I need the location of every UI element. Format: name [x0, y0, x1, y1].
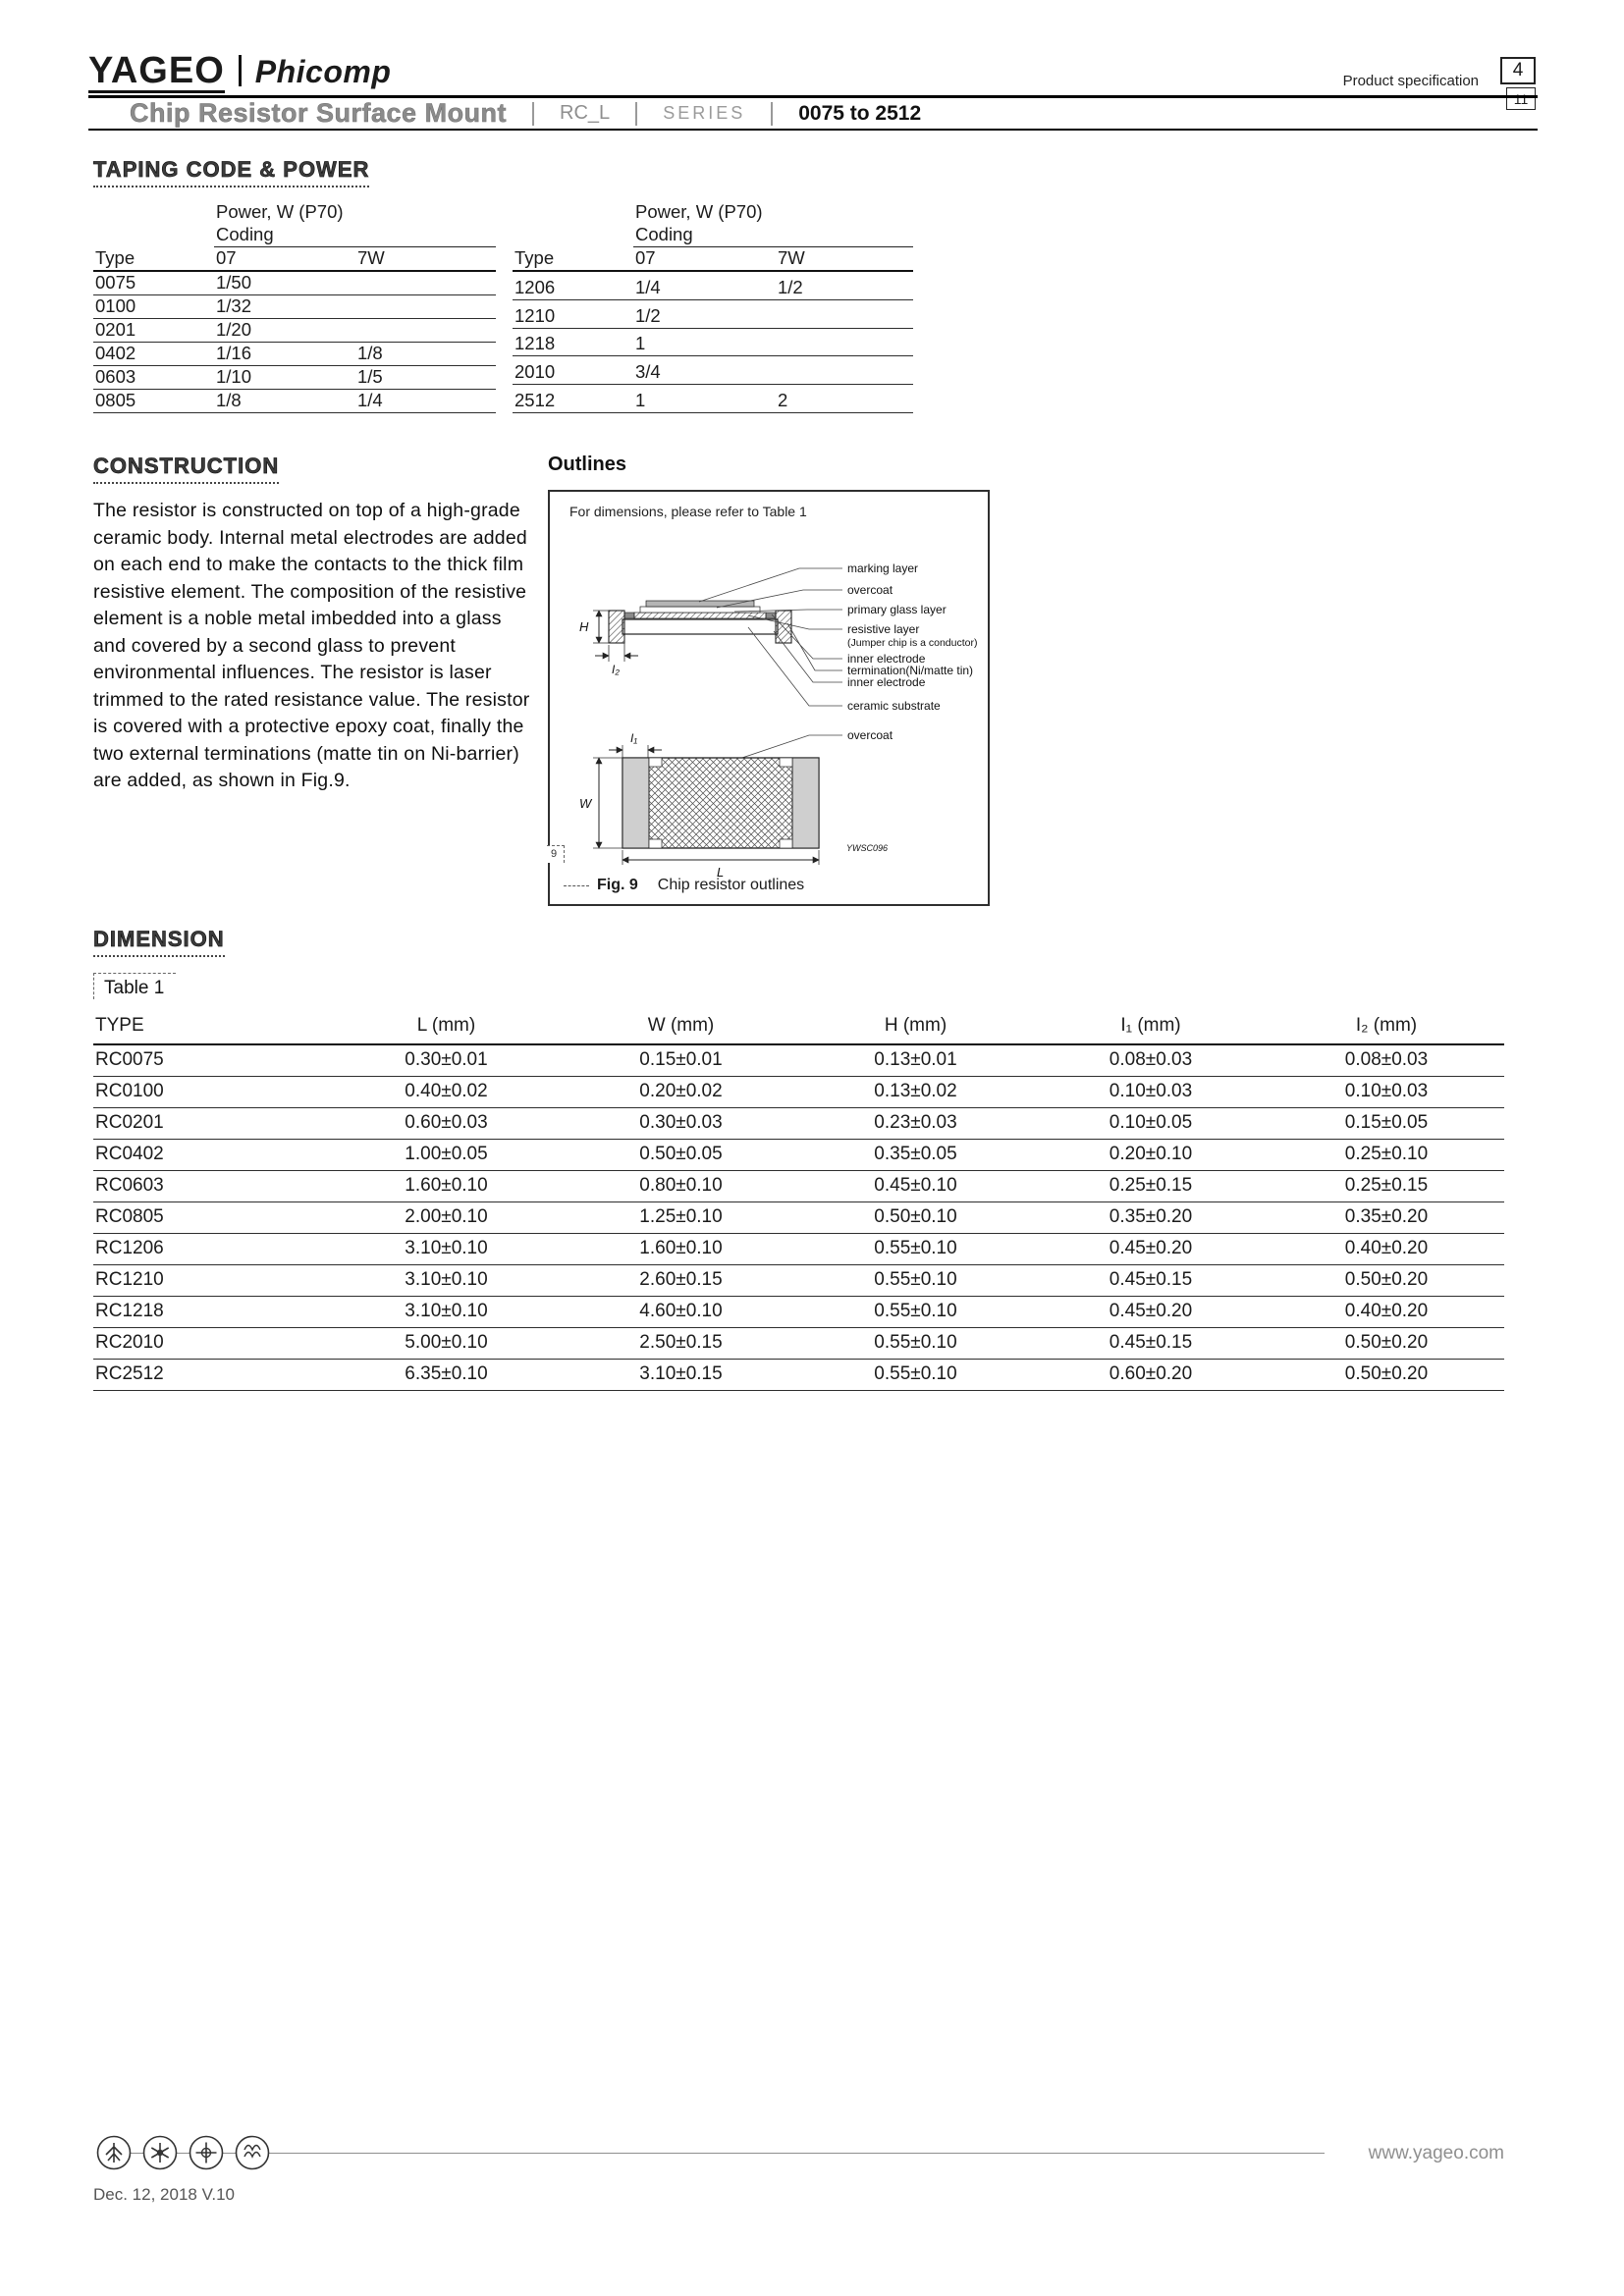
l-cell: 3.10±0.10	[329, 1234, 564, 1265]
col-type: Type	[93, 247, 214, 272]
figure-watermark: YWSC096	[846, 843, 889, 853]
type-cell: 0603	[93, 366, 214, 390]
l-cell: 1.00±0.05	[329, 1140, 564, 1171]
type-cell: RC1218	[93, 1297, 329, 1328]
series-range: 0075 to 2512	[798, 101, 922, 125]
power-table-left	[93, 201, 496, 413]
power-7w-cell: 1/5	[355, 366, 496, 390]
dimension-row	[93, 1202, 1504, 1234]
taping-row	[93, 295, 496, 319]
coding-label: Coding	[214, 224, 496, 247]
w-cell: 1.25±0.10	[564, 1202, 798, 1234]
type-cell: 1218	[513, 328, 633, 356]
figure-note: For dimensions, please refer to Table 1	[569, 504, 807, 519]
dimension-row	[93, 1265, 1504, 1297]
power-07-cell: 3/4	[633, 356, 776, 385]
col-7w: 7W	[355, 247, 496, 272]
power-07-cell: 1/10	[214, 366, 355, 390]
i1-cell: 0.25±0.15	[1033, 1171, 1269, 1202]
w-cell: 0.80±0.10	[564, 1171, 798, 1202]
figure-box	[548, 490, 990, 906]
taping-row	[93, 343, 496, 366]
dimension-heading: DIMENSION	[93, 927, 225, 957]
type-cell: RC0201	[93, 1108, 329, 1140]
dim-l-label: L	[717, 865, 725, 880]
divider	[635, 102, 637, 126]
dim-h-label: H	[579, 619, 589, 634]
i2-cell: 0.40±0.20	[1269, 1297, 1504, 1328]
taping-heading: TAPING CODE & POWER	[93, 157, 369, 187]
dimension-row	[93, 1360, 1504, 1391]
outlines-heading: Outlines	[548, 454, 627, 475]
dimension-section	[93, 927, 1504, 1391]
power-07-cell: 1/4	[633, 271, 776, 299]
certification-icon-2	[141, 2134, 179, 2171]
certification-icon-3	[188, 2134, 225, 2171]
power-07-cell: 1	[633, 385, 776, 413]
chip-outline-figure	[552, 525, 990, 881]
dimension-row	[93, 1044, 1504, 1077]
dimension-row	[93, 1077, 1504, 1108]
construction-body: The resistor is constructed on top of a high-grade ceramic body. Internal metal electrodes are added on each end to make the contacts to the thick film resistive element. The composition of the resistive element is a noble metal imbedded into a glass and covered by a second glass to prevent environmental influences. The resistor is laser trimmed to the rated resistance value. The resistor is covered with a protective epoxy coat, finally the two external terminations (matte tin on Ni-barrier) are added, as shown in Fig.9.	[93, 500, 530, 791]
w-cell: 4.60±0.10	[564, 1297, 798, 1328]
h-cell: 0.55±0.10	[798, 1234, 1033, 1265]
power-7w-cell	[355, 295, 496, 319]
footer-rule	[97, 2153, 1325, 2154]
h-cell: 0.13±0.01	[798, 1044, 1033, 1077]
w-cell: 2.50±0.15	[564, 1328, 798, 1360]
footer	[93, 2132, 1504, 2216]
type-cell: RC0100	[93, 1077, 329, 1108]
power-7w-cell: 1/8	[355, 343, 496, 366]
dim-w-label: W	[579, 796, 592, 811]
l-cell: 1.60±0.10	[329, 1171, 564, 1202]
col-07: 07	[633, 247, 776, 272]
power-7w-cell	[355, 319, 496, 343]
col-header-type: TYPE	[93, 1009, 329, 1044]
power-7w-cell: 2	[776, 385, 913, 413]
figure-caption	[564, 877, 804, 894]
i2-cell: 0.08±0.03	[1269, 1044, 1504, 1077]
type-cell: RC2010	[93, 1328, 329, 1360]
i1-cell: 0.20±0.10	[1033, 1140, 1269, 1171]
construction-section	[93, 454, 537, 795]
series-label: SERIES	[663, 103, 746, 123]
dimension-row	[93, 1234, 1504, 1265]
taping-row	[93, 366, 496, 390]
dimension-row	[93, 1297, 1504, 1328]
page-total: 11	[1506, 87, 1536, 110]
h-cell: 0.23±0.03	[798, 1108, 1033, 1140]
col-header-w: W (mm)	[564, 1009, 798, 1044]
series-code: RC_L	[560, 102, 611, 124]
type-cell: 0201	[93, 319, 214, 343]
header	[88, 50, 1538, 107]
termination-left-shape	[609, 611, 624, 643]
table-1-link[interactable]: Table 1	[93, 973, 176, 999]
l-cell: 0.60±0.03	[329, 1108, 564, 1140]
power-label: Power, W (P70)	[635, 201, 763, 222]
i2-cell: 0.50±0.20	[1269, 1360, 1504, 1391]
power-07-cell: 1	[633, 328, 776, 356]
w-cell: 0.15±0.01	[564, 1044, 798, 1077]
h-cell: 0.35±0.05	[798, 1140, 1033, 1171]
dimension-row	[93, 1171, 1504, 1202]
ceramic-substrate-label: ceramic substrate	[847, 699, 941, 713]
power-7w-cell	[776, 328, 913, 356]
page-current: 4	[1500, 57, 1536, 84]
type-cell: RC0075	[93, 1044, 329, 1077]
inner-electrode-label-2: inner electrode	[847, 675, 926, 689]
i2-cell: 0.10±0.03	[1269, 1077, 1504, 1108]
type-cell: RC1206	[93, 1234, 329, 1265]
h-cell: 0.45±0.10	[798, 1171, 1033, 1202]
date-version: Dec. 12, 2018 V.10	[93, 2185, 235, 2204]
topview-term-left-shape	[623, 758, 649, 848]
dimension-row	[93, 1328, 1504, 1360]
l-cell: 2.00±0.10	[329, 1202, 564, 1234]
logo-divider	[239, 55, 242, 86]
power-07-cell: 1/2	[633, 299, 776, 328]
h-cell: 0.55±0.10	[798, 1360, 1033, 1391]
taping-row	[513, 385, 913, 413]
i1-cell: 0.35±0.20	[1033, 1202, 1269, 1234]
power-7w-cell	[776, 356, 913, 385]
product-spec-label: Product specification	[1342, 73, 1479, 89]
i2-cell: 0.40±0.20	[1269, 1234, 1504, 1265]
dimension-table	[93, 1009, 1504, 1391]
divider	[771, 102, 773, 126]
type-cell: 0075	[93, 271, 214, 295]
topview-overcoat-shape	[649, 758, 792, 848]
col-header-l: L (mm)	[329, 1009, 564, 1044]
inner-electrode-label-1: inner electrode	[847, 652, 926, 666]
i2-cell: 0.35±0.20	[1269, 1202, 1504, 1234]
inner-electrode-left-shape	[624, 613, 634, 618]
l-cell: 0.30±0.01	[329, 1044, 564, 1077]
resistive-layer-note: (Jumper chip is a conductor)	[847, 637, 978, 649]
title-band	[88, 95, 1538, 131]
i1-cell: 0.45±0.15	[1033, 1328, 1269, 1360]
i2-cell: 0.50±0.20	[1269, 1328, 1504, 1360]
w-cell: 0.20±0.02	[564, 1077, 798, 1108]
power-07-cell: 1/50	[214, 271, 355, 295]
i1-cell: 0.45±0.15	[1033, 1265, 1269, 1297]
construction-heading: CONSTRUCTION	[93, 454, 279, 484]
l-cell: 3.10±0.10	[329, 1265, 564, 1297]
type-cell: 2010	[513, 356, 633, 385]
outlines-section	[548, 454, 992, 906]
primary-glass-label: primary glass layer	[847, 603, 947, 616]
power-07-cell: 1/16	[214, 343, 355, 366]
i1-cell: 0.45±0.20	[1033, 1297, 1269, 1328]
l-cell: 0.40±0.02	[329, 1077, 564, 1108]
topview-term-right-shape	[792, 758, 819, 848]
marking-layer-label: marking layer	[847, 561, 919, 575]
taping-row	[93, 319, 496, 343]
i1-cell: 0.45±0.20	[1033, 1234, 1269, 1265]
coding-label: Coding	[633, 224, 913, 247]
resistive-layer-label: resistive layer	[847, 622, 920, 636]
caption-leader-line	[564, 885, 589, 886]
phicomp-logo: Phicomp	[254, 54, 392, 89]
i1-cell: 0.60±0.20	[1033, 1360, 1269, 1391]
i2-cell: 0.25±0.15	[1269, 1171, 1504, 1202]
i1-cell: 0.08±0.03	[1033, 1044, 1269, 1077]
w-cell: 0.50±0.05	[564, 1140, 798, 1171]
h-cell: 0.50±0.10	[798, 1202, 1033, 1234]
taping-row	[513, 328, 913, 356]
type-cell: 0100	[93, 295, 214, 319]
taping-code-power-section	[93, 157, 1114, 413]
power-7w-cell: 1/4	[355, 390, 496, 413]
col-header-i1: I₁ (mm)	[1033, 1009, 1269, 1044]
power-7w-cell	[776, 299, 913, 328]
col-header-i2: I₂ (mm)	[1269, 1009, 1504, 1044]
h-cell: 0.55±0.10	[798, 1265, 1033, 1297]
figure-number: Fig. 9	[597, 877, 638, 893]
page-title: Chip Resistor Surface Mount	[130, 98, 508, 128]
dim-i1-label: I₁	[630, 731, 638, 745]
certification-icons	[95, 2134, 271, 2171]
overcoat-bottom-label: overcoat	[847, 728, 893, 742]
power-07-cell: 1/20	[214, 319, 355, 343]
type-cell: RC1210	[93, 1265, 329, 1297]
i2-cell: 0.15±0.05	[1269, 1108, 1504, 1140]
type-cell: 1206	[513, 271, 633, 299]
power-label: Power, W (P70)	[216, 201, 344, 222]
taping-row	[513, 299, 913, 328]
type-cell: 0402	[93, 343, 214, 366]
h-cell: 0.13±0.02	[798, 1077, 1033, 1108]
dimension-row	[93, 1140, 1504, 1171]
h-cell: 0.55±0.10	[798, 1328, 1033, 1360]
figure-9-anchor[interactable]: 9	[547, 845, 565, 863]
taping-row	[513, 356, 913, 385]
figure-title: Chip resistor outlines	[657, 877, 805, 893]
l-cell: 6.35±0.10	[329, 1360, 564, 1391]
dimension-header-row	[93, 1009, 1504, 1044]
i2-cell: 0.25±0.10	[1269, 1140, 1504, 1171]
l-cell: 3.10±0.10	[329, 1297, 564, 1328]
type-cell: 0805	[93, 390, 214, 413]
power-7w-cell: 1/2	[776, 271, 913, 299]
certification-icon-1	[95, 2134, 133, 2171]
power-table-right	[513, 201, 913, 413]
w-cell: 0.30±0.03	[564, 1108, 798, 1140]
power-7w-cell	[355, 271, 496, 295]
col-type: Type	[513, 247, 633, 272]
resistive-layer-shape	[634, 613, 766, 618]
col-7w: 7W	[776, 247, 913, 272]
i2-cell: 0.50±0.20	[1269, 1265, 1504, 1297]
overcoat-top-label: overcoat	[847, 583, 893, 597]
type-cell: RC0402	[93, 1140, 329, 1171]
col-header-h: H (mm)	[798, 1009, 1033, 1044]
certification-icon-4	[234, 2134, 271, 2171]
type-cell: 1210	[513, 299, 633, 328]
taping-row	[93, 390, 496, 413]
type-cell: 2512	[513, 385, 633, 413]
yageo-logo: YAGEO	[88, 50, 225, 91]
w-cell: 3.10±0.15	[564, 1360, 798, 1391]
power-07-cell: 1/8	[214, 390, 355, 413]
col-07: 07	[214, 247, 355, 272]
power-07-cell: 1/32	[214, 295, 355, 319]
termination-label: termination(Ni/matte tin)	[847, 664, 974, 677]
w-cell: 2.60±0.15	[564, 1265, 798, 1297]
type-cell: RC0805	[93, 1202, 329, 1234]
website-link[interactable]: www.yageo.com	[1368, 2143, 1504, 2163]
substrate-shape	[623, 619, 778, 634]
l-cell: 5.00±0.10	[329, 1328, 564, 1360]
w-cell: 1.60±0.10	[564, 1234, 798, 1265]
divider	[532, 102, 534, 126]
i1-cell: 0.10±0.05	[1033, 1108, 1269, 1140]
i1-cell: 0.10±0.03	[1033, 1077, 1269, 1108]
type-cell: RC0603	[93, 1171, 329, 1202]
h-cell: 0.55±0.10	[798, 1297, 1033, 1328]
taping-row	[93, 271, 496, 295]
taping-row	[513, 271, 913, 299]
type-cell: RC2512	[93, 1360, 329, 1391]
dim-i2-label: I₂	[612, 663, 620, 676]
dimension-row	[93, 1108, 1504, 1140]
